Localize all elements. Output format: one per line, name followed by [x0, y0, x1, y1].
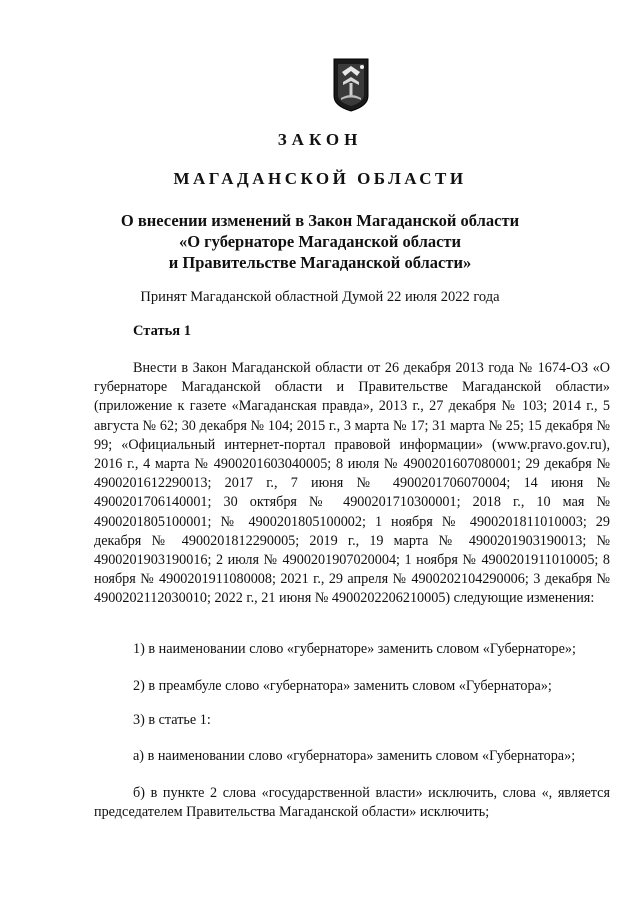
subject-line: и Правительстве Магаданской области» — [168, 253, 472, 272]
amendment-item: а) в наименовании слово «губернатора» заменить словом «Губернатора»; — [133, 748, 576, 764]
amendment-item: б) в пункте 2 слова «государственной власти» исключить, слова «, является председателем Правительства Магаданской области» исключить; — [94, 785, 610, 821]
region-title: МАГАДАНСКОЙ ОБЛАСТИ — [173, 169, 467, 188]
article-title: Статья 1 — [133, 323, 191, 339]
amendment-item: 3) в статье 1: — [133, 712, 211, 728]
amendment-item: 1) в наименовании слово «губернаторе» заменить словом «Губернаторе»; — [133, 641, 576, 657]
article-intro-paragraph: Внести в Закон Магаданской области от 26 декабря 2013 года № 1674-ОЗ «О губернаторе Магаданской области и Правительстве Магаданской области» (приложение к газете «Магаданская правда», 2013 г., 27 декабря № 103; 2014 г., 5 августа № 62; 30 декабря № 104; 2015 г., 3 марта № 17; 31 марта № 25; 15 декабря № 99; «Официальный интернет-портал правовой информации» (www.pravo.gov.ru), 2016 г., 4 марта № 4900201603040005; 8 июля № 4900201607080001; 29 декабря № 4900201612290013; 2017 г., 7 июня № 4900201706070004; 14 июня № 4900201706140001; 30 октября № 4900201710300001; 2018 г., 10 мая № 4900201805100001; № 4900201805100002; 1 ноября № 4900201811010003; 29 декабря № 4900201812290005; 2019 г., 19 марта № 4900201903190013; № 4900201903190016; 2 июля № 4900201907020004; 1 ноября № 4900201911010005; 8 ноября № 4900201911080008; 2021 г., 29 апреля № 4900202104290006; 3 декабря № 4900202112030010; 2022 г., 21 июня № 4900202206210005) следующие изменения: — [94, 360, 610, 607]
coat-of-arms-icon — [333, 58, 369, 112]
amendment-item: 2) в преамбуле слово «губернатора» заменить словом «Губернатора»; — [133, 678, 552, 694]
law-subject — [0, 210, 640, 273]
adoption-note: Принят Магаданской областной Думой 22 июля 2022 года — [140, 289, 500, 305]
subject-line: О внесении изменений в Закон Магаданской области — [120, 211, 520, 230]
subject-line: «О губернаторе Магаданской области — [178, 232, 462, 251]
law-title: ЗАКОН — [277, 130, 363, 149]
